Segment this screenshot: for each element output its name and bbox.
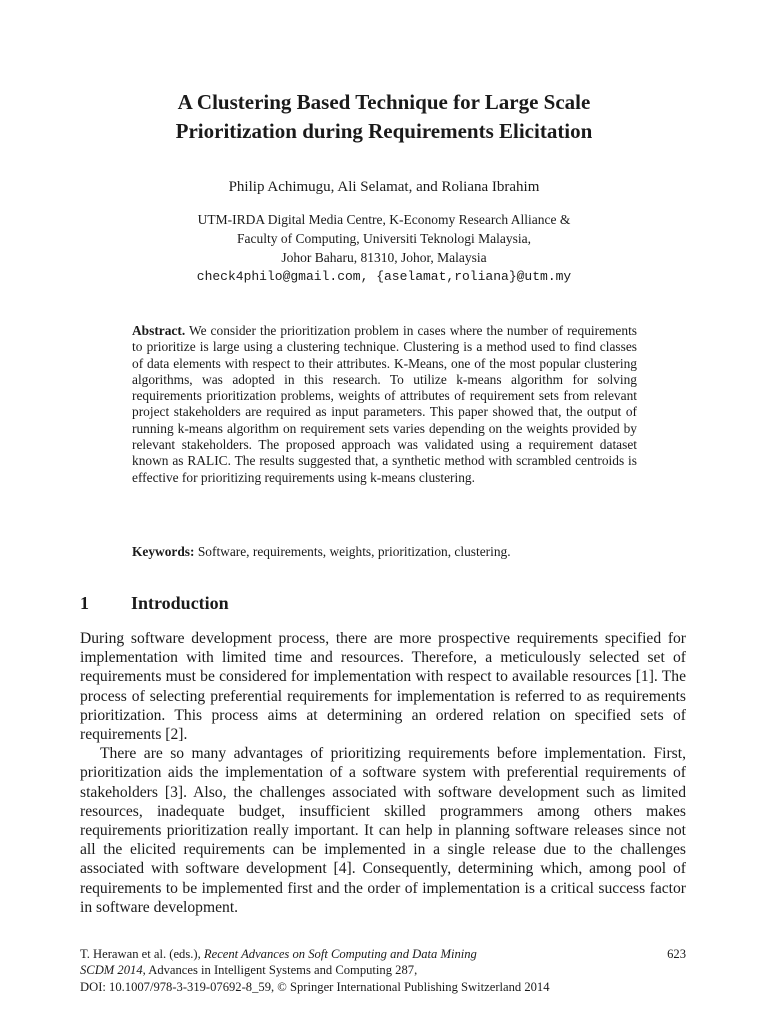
affiliation	[60, 210, 708, 286]
affiliation-line-1: UTM-IRDA Digital Media Centre, K-Economy Research Alliance &	[197, 212, 571, 227]
affiliation-line-3: Johor Baharu, 81310, Johor, Malaysia	[281, 250, 487, 265]
keywords	[132, 543, 637, 560]
keywords-label: Keywords:	[132, 544, 195, 559]
paper-title	[60, 88, 708, 146]
abstract	[132, 323, 637, 486]
title-line-2: Prioritization during Requirements Elicitation	[175, 119, 593, 143]
section-number: 1	[80, 593, 89, 613]
page-footer	[80, 946, 686, 995]
section-title: Introduction	[131, 593, 229, 613]
body-paragraph: There are so many advantages of prioritizing requirements before implementation. First, prioritization aids the implementation of a software system with preferential requirements of stakeholders [3]. Also, the challenges associated with software development such as limited resources, inadequate budget, insufficient skilled programmers among others makes requirements prioritization really important. It can help in planning software releases since not all the elicited requirements can be implemented in a single release due to the challenges associated with software development [4]. Consequently, determining which, among pool of requirements to be implemented first and the order of implementation is a critical success factor in software development.	[80, 745, 686, 916]
title-line-1: A Clustering Based Technique for Large Scale	[177, 90, 591, 114]
keywords-text: Software, requirements, weights, prioritization, clustering.	[197, 544, 511, 559]
authors: Philip Achimugu, Ali Selamat, and Roliana Ibrahim	[228, 179, 540, 195]
footer-series: , Advances in Intelligent Systems and Computing 287,	[142, 963, 418, 978]
footer-conference: SCDM 2014	[80, 963, 143, 978]
abstract-label: Abstract.	[132, 323, 186, 338]
footer-line-2	[80, 962, 686, 978]
footer-book-title: Recent Advances on Soft Computing and Data Mining	[203, 947, 477, 961]
abstract-text: We consider the prioritization problem in cases where the number of requirements to prioritize is large using a clustering technique. Clustering is a method used to find classes of data elements with respect to their attributes. K-Means, one of the most popular clustering algorithms, was adopted in this research. To utilize k-means algorithm for solving requirements prioritization problems, weights of attributes of requirement sets from relevant project stakeholders are required as input parameters. This paper showed that, the output of running k-means algorithm on requirement sets varies depending on the weights provided by relevant stakeholders. The proposed approach was validated using a requirement dataset known as RALIC. The results suggested that, a synthetic method with scrambled centroids is effective for prioritizing requirements using k-means clustering.	[132, 323, 637, 485]
section-heading	[80, 591, 229, 615]
footer-line-1	[80, 946, 686, 962]
body-paragraph: During software development process, there are more prospective requirements specified for implementation with limited time and resources. Therefore, a meticulously selected set of requirements must be considered for implementation with respect to available resources [1]. The process of selecting preferential requirements for implementation is referred to as requirements prioritization. This process aims at determining an ordered relation on specified sets of requirements [2].	[80, 630, 686, 744]
section-body	[80, 629, 686, 917]
footer-editors: T. Herawan et al. (eds.),	[80, 947, 204, 961]
affiliation-line-2: Faculty of Computing, Universiti Teknologi Malaysia,	[237, 231, 531, 246]
author-emails: check4philo@gmail.com, {aselamat,roliana}@utm.my	[196, 269, 572, 284]
footer-doi: DOI: 10.1007/978-3-319-07692-8_59, © Springer International Publishing Switzerland 2014	[80, 979, 550, 994]
page-number: 623	[667, 947, 686, 961]
